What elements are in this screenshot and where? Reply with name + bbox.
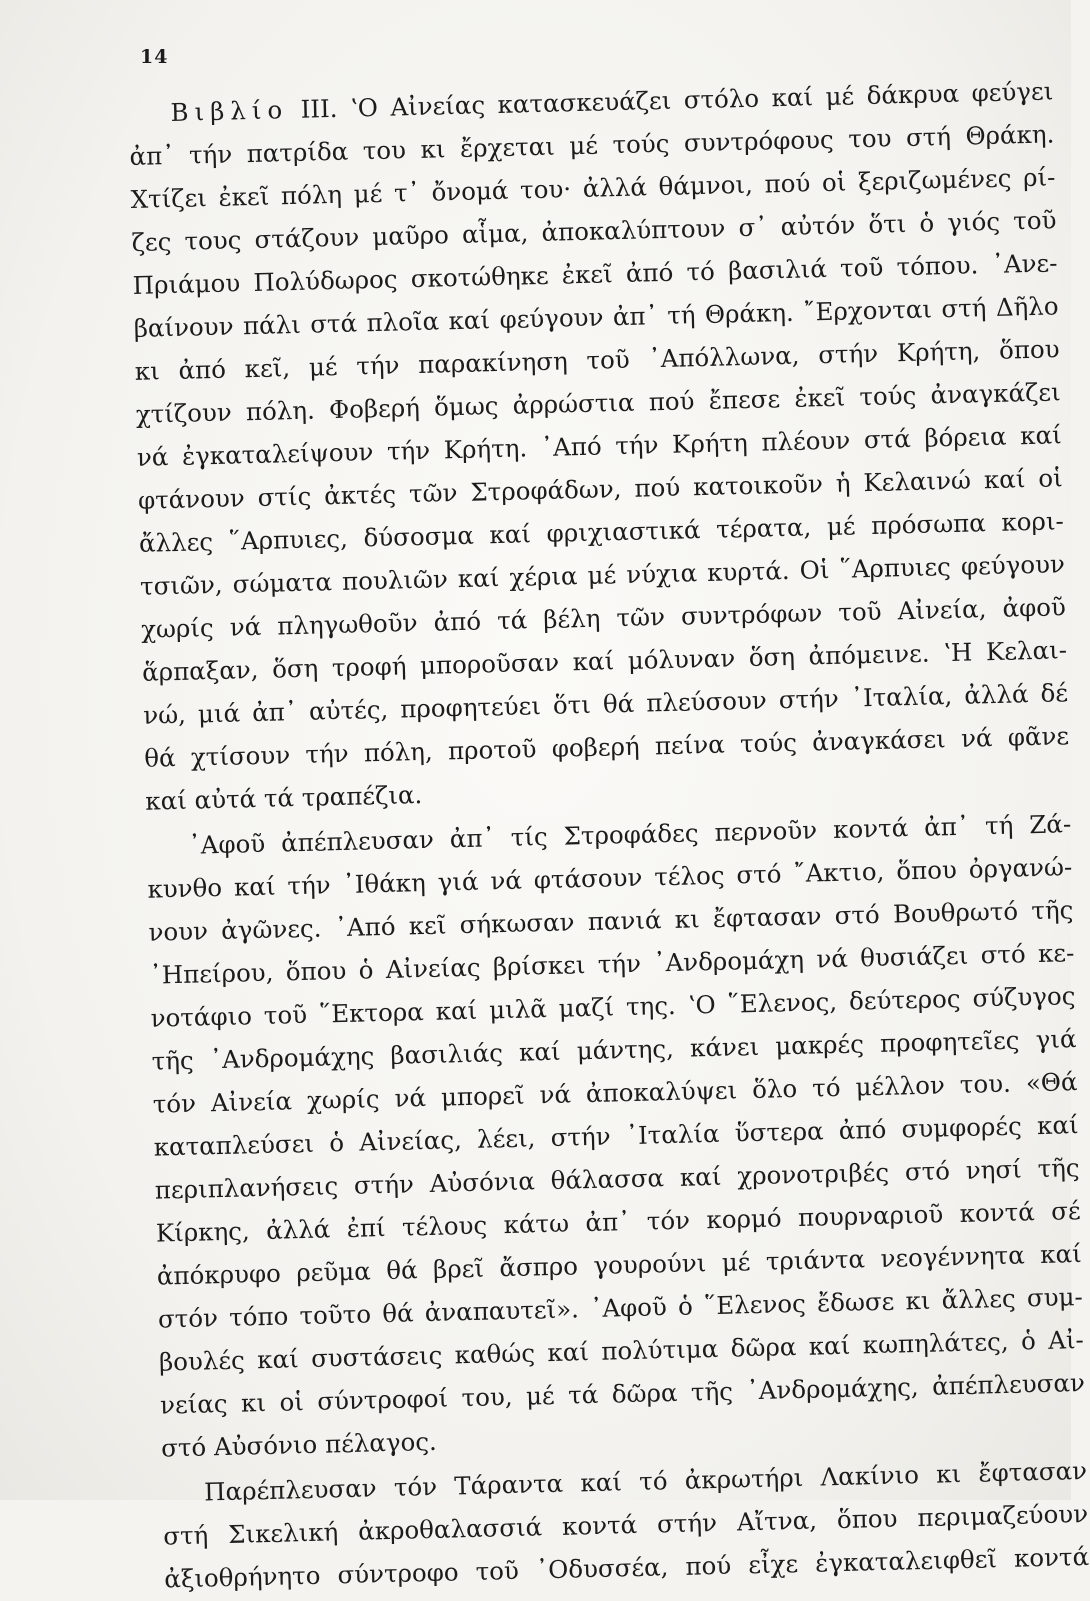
- text-line: τόν Αἰνεία χωρίς νά μπορεῖ νά ἀποκαλύψει ὅλο τό μέλλον του. «Θά: [152, 1067, 1078, 1119]
- text-line: νώ, μιά ἀπ᾽ αὐτές, προφητεύει ὅτι θά πλεύσουν στήν ᾿Ιταλία, ἀλλά δέ: [142, 678, 1069, 730]
- page-number: 14: [140, 46, 169, 68]
- text-line: καταπλεύσει ὁ Αἰνείας, λέει, στήν ᾿Ιταλία ὕστερα ἀπό συμφορές καί: [153, 1110, 1079, 1162]
- text-line: Χτίζει ἐκεῖ πόλη μέ τ᾽ ὄνομά του· ἀλλά θάμνοι, πού οἱ ξεριζωμένες ρί-: [130, 162, 1056, 214]
- paragraph-3: [162, 1449, 1090, 1601]
- text-line: ἅρπαξαν, ὅση τροφή μποροῦσαν καί μόλυναν ὅση ἀπόμεινε. ʽΗ Κελαι-: [141, 635, 1068, 687]
- text-line: ζες τους στάζουν μαῦρο αἷμα, ἀποκαλύπτουν σ᾽ αὐτόν ὅτι ὁ γιός τοῦ: [131, 205, 1057, 257]
- text-line: χτίζουν πόλη. Φοβερή ὅμως ἀρρώστια πού ἔπεσε ἐκεῖ τούς ἀναγκάζει: [135, 377, 1061, 429]
- text-line: περιπλανήσεις στήν Αὐσόνια θάλασσα καί χρονοτριβές στό νησί τῆς: [154, 1153, 1080, 1205]
- text-line: νουν ἀγῶνες. ᾿Από κεῖ σήκωσαν πανιά κι ἔφτασαν στό Βουθρωτό τῆς: [148, 895, 1074, 947]
- text-body: [128, 69, 1090, 1600]
- text-line: κυνθο καί τήν ᾿Ιθάκη γιά νά φτάσουν τέλος στό ῎Ακτιο, ὅπου ὀργανώ-: [147, 852, 1073, 904]
- text-line: φτάνουν στίς ἀκτές τῶν Στροφάδων, πού κατοικοῦν ἡ Κελαινώ καί οἱ: [137, 463, 1064, 515]
- text-line: Παρέπλευσαν τόν Τάραντα καί τό ἀκρωτήρι Λακίνιο κι ἔφτασαν: [203, 1455, 1088, 1507]
- text-line: ᾿Αφοῦ ἀπέπλευσαν ἀπ᾽ τίς Στροφάδες περνοῦν κοντά ἀπ᾽ τή Ζά-: [188, 809, 1072, 860]
- text-line: Κίρκης, ἀλλά ἐπί τέλους κάτω ἀπ᾽ τόν κορμό πουρναριοῦ κοντά σέ: [155, 1196, 1081, 1248]
- text-line: νείας κι οἱ σύντροφοί του, μέ τά δῶρα τῆς ᾿Ανδρομάχης, ἀπέπλευσαν: [159, 1368, 1086, 1420]
- text-line: τῆς ᾿Ανδρομάχης βασιλιάς καί μάντης, κάνει μακρές προφητεῖες γιά: [151, 1024, 1077, 1076]
- text-line: κι ἀπό κεῖ, μέ τήν παρακίνηση τοῦ ᾿Απόλλωνα, στήν Κρήτη, ὅπου: [134, 334, 1060, 386]
- paragraph-2: [146, 802, 1086, 1469]
- text-line: βαίνουν πάλι στά πλοῖα καί φεύγουν ἀπ᾽ τή Θράκη. ῎Ερχονται στή Δῆλο: [133, 291, 1059, 343]
- text-line: ἀξιοθρήνητο σύντροφο τοῦ ᾿Οδυσσέα, πού εἶχε ἐγκαταλειφθεῖ κοντά: [163, 1541, 1090, 1594]
- text-line: ἄλλες ῞Αρπυιες, δύσοσμα καί φριχιαστικά τέρατα, μέ πρόσωπα κορι-: [138, 506, 1065, 558]
- text-line: στόν τόπο τοῦτο θά ἀναπαυτεῖ». ᾿Αφοῦ ὁ ῞Ελενος ἔδωσε κι ἄλλες συμ-: [157, 1282, 1084, 1334]
- text-line: ᾿Ηπείρου, ὅπου ὁ Αἰνείας βρίσκει τήν ᾿Ανδρομάχη νά θυσιάζει στό κε-: [149, 938, 1075, 990]
- text-line: τσιῶν, σώματα πουλιῶν καί χέρια μέ νύχια κυρτά. Οἱ ῞Αρπυιες φεύγουν: [139, 549, 1066, 601]
- book-label: Βιβλίο: [170, 95, 289, 127]
- text-line: θά χτίσουν τήν πόλη, προτοῦ φοβερή πείνα τούς ἀναγκάσει νά φᾶνε: [143, 721, 1070, 773]
- text-line: στή Σικελική ἀκροθαλασσιά κοντά στήν Αἴτνα, ὅπου περιμαζεύουν: [162, 1498, 1089, 1551]
- text-line: Πριάμου Πολύδωρος σκοτώθηκε ἐκεῖ ἀπό τό βασιλιά τοῦ τόπου. ᾿Ανε-: [132, 248, 1058, 300]
- text-line: νοτάφιο τοῦ ῞Εκτορα καί μιλᾶ μαζί της. ʽΟ ῞Ελενος, δεύτερος σύζυγος: [150, 981, 1076, 1033]
- text-line: βουλές καί συστάσεις καθώς καί πολύτιμα δῶρα καί κωπηλάτες, ὁ Αἰ-: [158, 1325, 1085, 1377]
- text-line: ἀπ᾽ τήν πατρίδα του κι ἔρχεται μέ τούς συντρόφους του στή Θράκη.: [129, 119, 1055, 171]
- text-line: χωρίς νά πληγωθοῦν ἀπό τά βέλη τῶν συντρόφων τοῦ Αἰνεία, ἀφοῦ: [140, 592, 1067, 644]
- paragraph-1: [128, 69, 1071, 822]
- text-line: στό Αὐσόνιο πέλαγος.: [160, 1426, 438, 1463]
- text-line: καί αὐτά τά τραπέζια.: [144, 780, 423, 816]
- text-line: Βιβλίο III. ʽΟ Αἰνείας κατασκευάζει στόλο καί μέ δάκρυα φεύγει: [170, 76, 1054, 127]
- text-line: ἀπόκρυφο ρεῦμα θά βρεῖ ἄσπρο γουρούνι μέ τριάντα νεογέννητα καί: [156, 1239, 1083, 1291]
- text-line: νά ἐγκαταλείψουν τήν Κρήτη. ᾿Από τήν Κρήτη πλέουν στά βόρεια καί: [136, 420, 1063, 472]
